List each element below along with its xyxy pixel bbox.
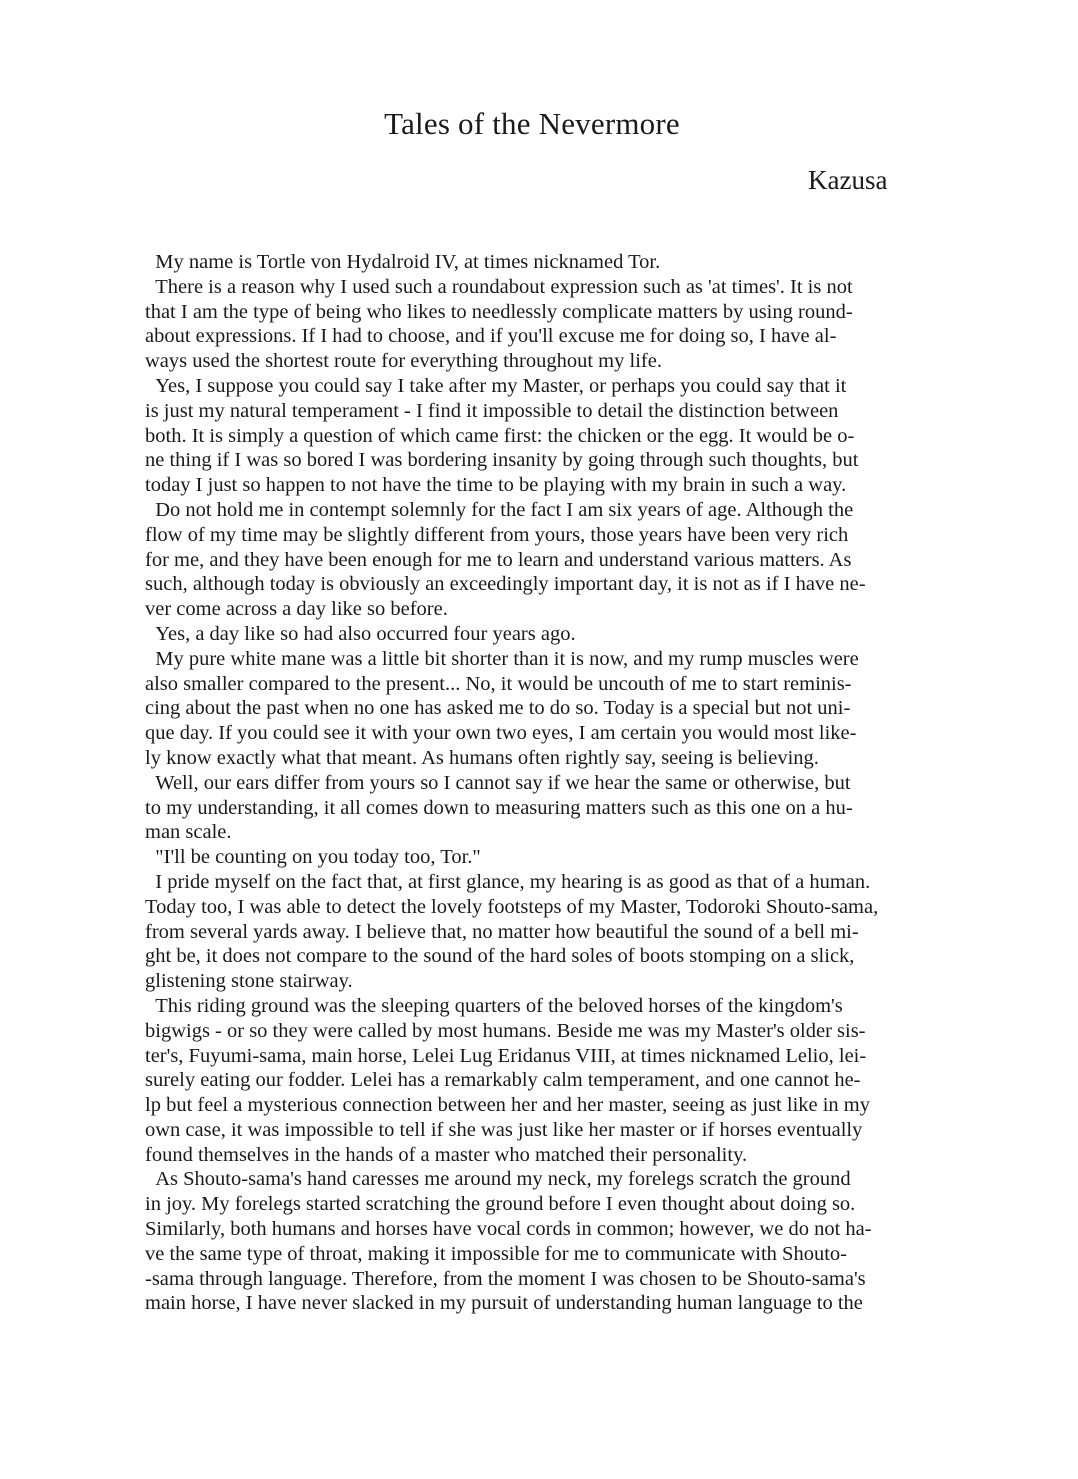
text-line: -sama through language. Therefore, from the moment I was chosen to be Shouto-sama's	[145, 1267, 866, 1290]
text-line: also smaller compared to the present... No, it would be uncouth of me to start reminis-	[145, 672, 852, 695]
text-line: ways used the shortest route for everything throughout my life.	[145, 350, 662, 373]
text-line: that I am the type of being who likes to needlessly complicate matters by using round-	[145, 300, 853, 323]
text-line: Well, our ears differ from yours so I cannot say if we hear the same or otherwise, but	[145, 771, 851, 794]
text-line: I pride myself on the fact that, at first glance, my hearing is as good as that of a human.	[145, 870, 871, 893]
text-line: ne thing if I was so bored I was bordering insanity by going through such thoughts, but	[145, 449, 859, 472]
text-line: cing about the past when no one has asked me to do so. Today is a special but not uni-	[145, 697, 851, 720]
text-line: is just my natural temperament - I find it impossible to detail the distinction between	[145, 399, 839, 422]
text-line: This riding ground was the sleeping quarters of the beloved horses of the kingdom's	[145, 994, 843, 1017]
author-name: Kazusa	[808, 165, 888, 195]
text-line: Yes, a day like so had also occurred four years ago.	[145, 622, 576, 645]
text-line: que day. If you could see it with your own two eyes, I am certain you would most like-	[145, 722, 857, 745]
text-line: As Shouto-sama's hand caresses me around my neck, my forelegs scratch the ground	[145, 1168, 851, 1191]
text-line: There is a reason why I used such a roundabout expression such as 'at times'. It is not	[145, 275, 853, 298]
text-line: glistening stone stairway.	[145, 970, 353, 993]
story-title: Tales of the Nevermore	[384, 106, 680, 141]
text-line: lp but feel a mysterious connection between her and her master, seeing as just like in my	[145, 1094, 871, 1117]
text-line: ter's, Fuyumi-sama, main horse, Lelei Lug Eridanus VIII, at times nicknamed Lelio, lei-	[145, 1044, 867, 1067]
text-line: flow of my time may be slightly different from yours, those years have been very rich	[145, 523, 849, 546]
text-line: surely eating our fodder. Lelei has a remarkably calm temperament, and one cannot he-	[145, 1069, 861, 1092]
text-line: ve the same type of throat, making it impossible for me to communicate with Shouto-	[145, 1242, 847, 1265]
story-body	[145, 250, 930, 1316]
text-line: Similarly, both humans and horses have vocal cords in common; however, we do not ha-	[145, 1218, 872, 1241]
text-line: My name is Tortle von Hydalroid IV, at times nicknamed Tor.	[145, 251, 661, 273]
text-line: today I just so happen to not have the time to be playing with my brain in such a way.	[145, 474, 847, 497]
text-line: such, although today is obviously an exceedingly important day, it is not as if I have ne-	[145, 573, 866, 596]
text-line: for me, and they have been enough for me to learn and understand various matters. As	[145, 548, 852, 571]
text-line: My pure white mane was a little bit shorter than it is now, and my rump muscles were	[145, 647, 859, 670]
text-line: man scale.	[145, 821, 232, 844]
text-line: main horse, I have never slacked in my pursuit of understanding human language to the	[145, 1292, 863, 1315]
text-line: Today too, I was able to detect the lovely footsteps of my Master, Todoroki Shouto-sama,	[145, 895, 879, 918]
text-line: ly know exactly what that meant. As humans often rightly say, seeing is believing.	[145, 746, 819, 769]
text-line: bigwigs - or so they were called by most humans. Beside me was my Master's older sis-	[145, 1019, 866, 1042]
text-line: in joy. My forelegs started scratching the ground before I even thought about doing so.	[145, 1193, 856, 1216]
text-line: ver come across a day like so before.	[145, 598, 448, 621]
text-line: ght be, it does not compare to the sound of the hard soles of boots stomping on a slick,	[145, 945, 855, 968]
text-line: Do not hold me in contempt solemnly for the fact I am six years of age. Although the	[145, 498, 854, 521]
text-line: "I'll be counting on you today too, Tor."	[145, 846, 481, 869]
text-line: about expressions. If I had to choose, and if you'll excuse me for doing so, I have al-	[145, 325, 837, 348]
text-line: Yes, I suppose you could say I take after my Master, or perhaps you could say that it	[145, 374, 847, 397]
text-line: from several yards away. I believe that, no matter how beautiful the sound of a bell mi-	[145, 920, 859, 943]
text-line: both. It is simply a question of which came first: the chicken or the egg. It would be o-	[145, 424, 855, 447]
text-line: found themselves in the hands of a master who matched their personality.	[145, 1143, 748, 1166]
text-line: to my understanding, it all comes down to measuring matters such as this one on a hu-	[145, 796, 853, 819]
text-line: own case, it was impossible to tell if she was just like her master or if horses eventually	[145, 1118, 863, 1141]
